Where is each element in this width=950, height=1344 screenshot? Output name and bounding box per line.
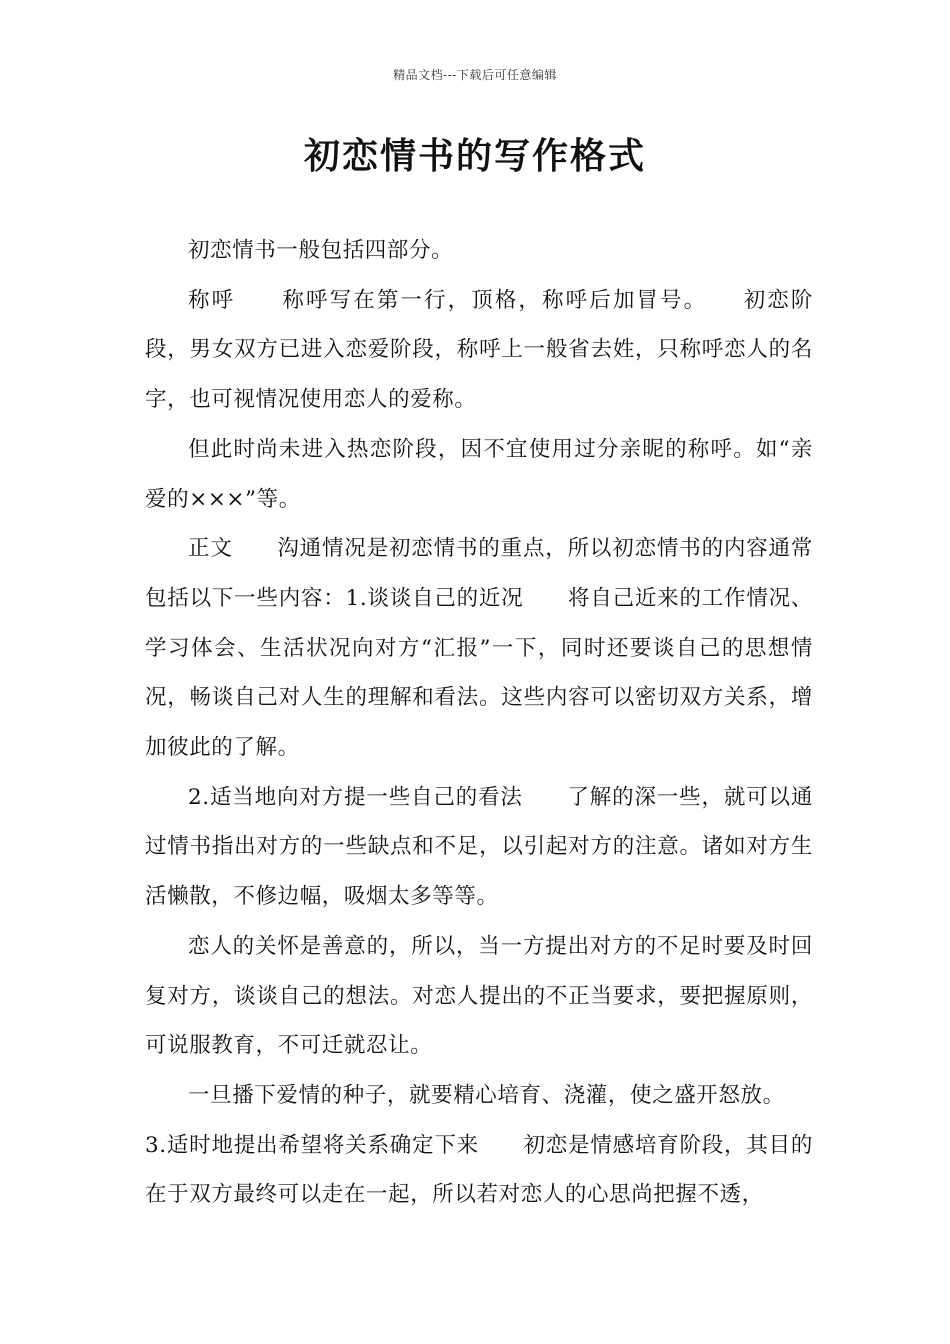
document-title: 初恋情书的写作格式 <box>303 136 646 177</box>
paragraph-body-3: 恋人的关怀是善意的，所以，当一方提出对方的不足时要及时回复对方，谈谈自己的想法。对恋人提出的不正当要求，要把握原则，可说服教育，不可迁就忍让。 <box>145 933 813 1059</box>
paragraph-body-1: 正文 沟通情况是初恋情书的重点，所以初恋情书的内容通常包括以下一些内容：1.谈谈自己的近况 将自己近来的工作情况、学习体会、生活状况向对方“汇报”一下，同时还要谈自己的思想情况，畅谈自己对人生的理解和看法。这些内容可以密切双方关系，增加彼此的了解。 <box>145 536 813 761</box>
paragraph-intro: 初恋情书一般包括四部分。 <box>188 238 454 263</box>
paragraph-salutation-note: 但此时尚未进入热恋阶段，因不宜使用过分亲昵的称呼。如“亲爱的×××”等。 <box>145 436 813 512</box>
header-note: 精品文档---下载后可任意编辑 <box>393 68 557 82</box>
paragraph-body-5: 3.适时地提出希望将关系确定下来 初恋是情感培育阶段，其目的在于双方最终可以走在一起，所以若对恋人的心思尚把握不透， <box>145 1132 813 1208</box>
document-body <box>145 226 813 1220</box>
paragraph-body-2: 2.适当地向对方提一些自己的看法 了解的深一些，就可以通过情书指出对方的一些缺点和不足，以引起对方的注意。诸如对方生活懒散，不修边幅，吸烟太多等等。 <box>145 784 813 910</box>
paragraph-salutation: 称呼 称呼写在第一行，顶格，称呼后加冒号。 初恋阶段，男女双方已进入恋爱阶段，称呼上一般省去姓，只称呼恋人的名字，也可视情况使用恋人的爱称。 <box>145 287 813 413</box>
paragraph-body-4: 一旦播下爱情的种子，就要精心培育、浇灌，使之盛开怒放。 <box>188 1082 785 1108</box>
